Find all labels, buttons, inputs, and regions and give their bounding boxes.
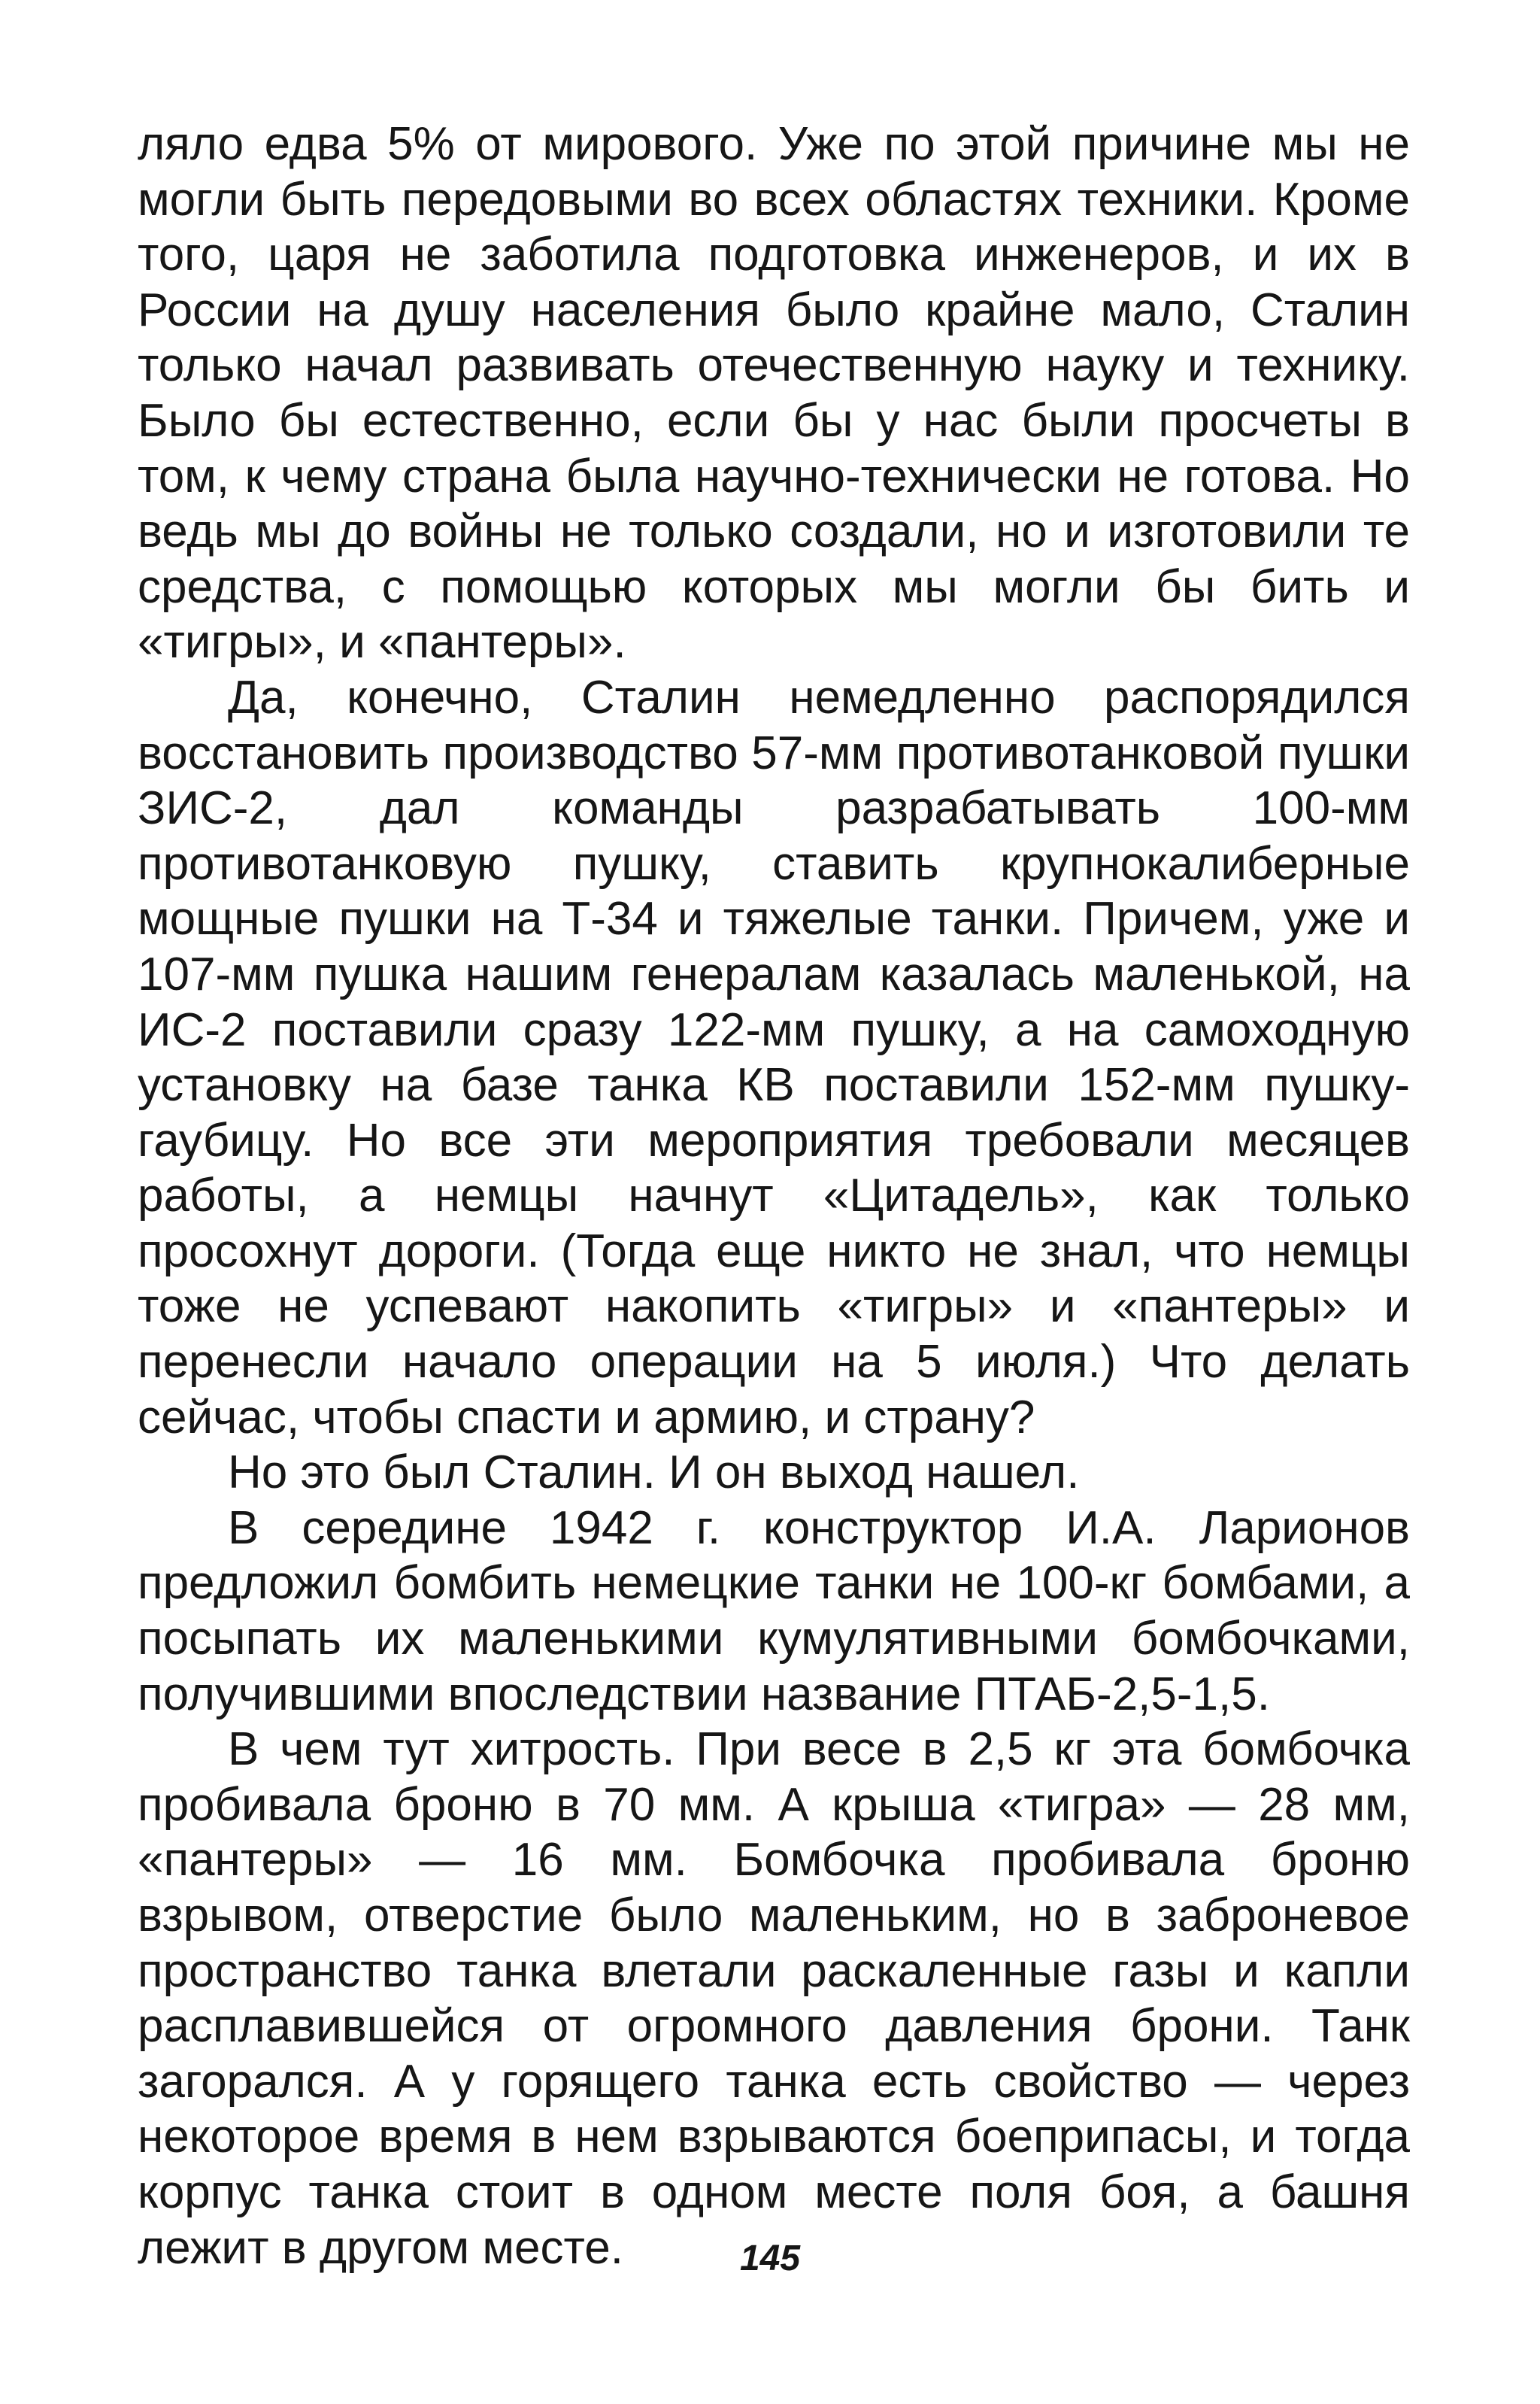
paragraph: В чем тут хитрость. При весе в 2,5 кг эта бомбочка пробивала броню в 70 мм. А крыша «тигра» — 28 мм, «пантеры» — 16 мм. Бомбочка пробивала броню взрывом, отверстие было маленьким, но в заброневое пространство танка влетали раскаленные газы и капли расплавившейся от огромного давления брони. Танк загорался. А у горящего танка есть свойство — через некоторое время в нем взрываются боеприпасы, и тогда корпус танка стоит в одном месте поля боя, а башня лежит в другом месте. [138, 1723, 1410, 2274]
page-number: 145 [739, 2239, 801, 2278]
page-body [138, 117, 1410, 2298]
paragraph: В середине 1942 г. конструктор И.А. Ларионов предложил бомбить немецкие танки не 100-кг бомбами, а посыпать их маленькими кумулятивными бомбочками, получившими впоследствии название ПТАБ-2,5-1,5. [138, 1501, 1410, 1720]
paragraph: Но это был Сталин. И он выход нашел. [228, 1446, 1080, 1499]
paragraph-continued: ляло едва 5% от мирового. Уже по этой причине мы не могли быть передовыми во всех областях техники. Кроме того, царя не заботила подготовка инженеров, и их в России на душу населения было крайне мало, Сталин только начал развивать отечественную науку и технику. Было бы естественно, если бы у нас были просчеты в том, к чему страна была научно-технически не готова. Но ведь мы до войны не только создали, но и изготовили те средства, с помощью которых мы могли бы бить и «тигры», и «пантеры». [138, 118, 1410, 669]
paragraph: Да, конечно, Сталин немедленно распорядился восстановить производство 57-мм противотанковой пушки ЗИС-2, дал команды разрабатывать 100-мм противотанковую пушку, ставить крупнокалиберные мощные пушки на Т-34 и тяжелые танки. Причем, уже и 107-мм пушка нашим генералам казалась маленькой, на ИС-2 поставили сразу 122-мм пушку, а на самоходную установку на базе танка КВ поставили 152-мм пушку-гаубицу. Но все эти мероприятия требовали месяцев работы, а немцы начнут «Цитадель», как только просохнут дороги. (Тогда еще никто не знал, что немцы тоже не успевают накопить «тигры» и «пантеры» и перенесли начало операции на 5 июля.) Что делать сейчас, чтобы спасти и армию, и страну? [138, 671, 1410, 1443]
